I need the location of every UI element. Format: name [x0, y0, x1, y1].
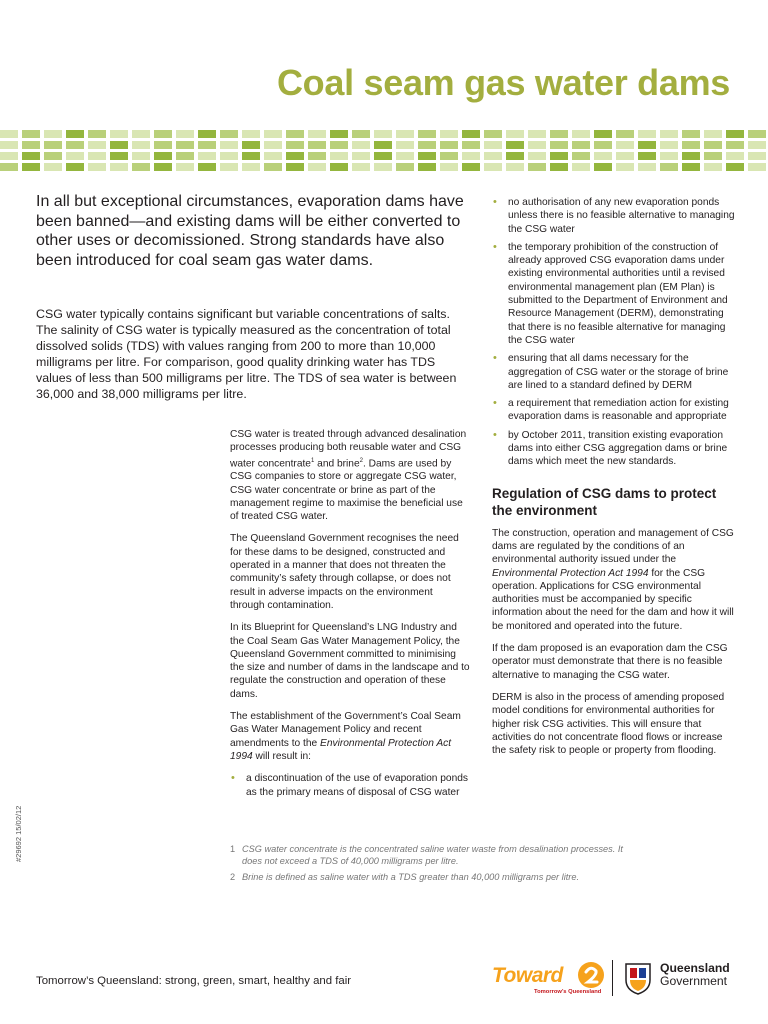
footnotes	[230, 843, 630, 887]
list-item: • a requirement that remediation action for existing evaporation dams is reasonable and appropriate	[492, 397, 736, 424]
right-bullet-list	[492, 196, 736, 469]
recognises-paragraph: The Queensland Government recognises the need for these dams to be designed, constructed and operated in a manner that does not threaten the community’s safety through collapse, or does not result in adverse impacts on the environment through contamination.	[230, 533, 459, 611]
decorative-band	[0, 130, 768, 174]
footnote: 2 Brine is defined as saline water with a TDS greater than 40,000 milligrams per litre.	[230, 872, 580, 882]
queensland-government-logo-text: Queensland Government	[660, 961, 730, 988]
document-id: #29692 15/02/12	[14, 805, 23, 862]
evaporation-dam-paragraph: If the dam proposed is an evaporation dam the CSG operator must demonstrate that there is no feasible alternative to managing the CSG water.	[492, 643, 728, 681]
list-item: • ensuring that all dams necessary for the aggregation of CSG water or the storage of brine are lined to a standard defined by DERM	[492, 352, 736, 392]
derm-paragraph: DERM is also in the process of amending proposed model conditions for environmental authorities for higher risk CSG activities. This will ensure that activities do not concentrate flood flows or increase the safety risk to people or property from flooding.	[492, 691, 725, 757]
middle-column	[230, 428, 470, 804]
footnote: 1 CSG water concentrate is the concentrated saline water waste from desalination processes. It does not exceed a TDS of 40,000 milligrams per litre.	[230, 844, 623, 866]
band-row	[0, 163, 768, 171]
queensland-crest-icon	[620, 960, 656, 996]
toward-logo-sub: Tomorrow’s Queensland	[534, 989, 602, 995]
toward-logo-word: Toward	[492, 964, 563, 987]
tagline: Tomorrow’s Queensland: strong, green, smart, healthy and fair	[36, 975, 352, 987]
section-heading: Regulation of CSG dams to protect the environment	[492, 485, 717, 518]
list-item: • no authorisation of any new evaporation ponds unless there is no feasible alternative to managing the CSG water	[492, 196, 736, 236]
footnote-ref-1: 1	[310, 457, 315, 464]
q2-icon	[576, 960, 606, 990]
middle-bullet-list	[230, 772, 470, 799]
treatment-paragraph: CSG water is treated through advanced desalination processes producing both reusable water and CSG water concentrate$^1$ and brine$^2$. Dams are used by CSG companies to store or aggregate CSG water, CSG water concentrate or brine as part of the management regime to maximise the beneficial use of treated CSG water.	[230, 429, 467, 523]
footnote-ref-2: 2	[359, 457, 363, 464]
blueprint-paragraph: In its Blueprint for Queensland’s LNG Industry and the Coal Seam Gas Water Management Policy, the Queensland Government committed to minimising the size and number of dams in the landscape and to regulate the construction and operation of these dams.	[230, 622, 470, 700]
toward-q2-logo	[492, 958, 610, 998]
establishment-paragraph: The establishment of the Government’s Coal Seam Gas Water Management Policy and recent amendments to the Environmental Protection Act 1994 will result in:	[230, 711, 461, 762]
list-item: • by October 2011, transition existing evaporation dams into either CSG aggregation dams or brine dams which meet the new standards.	[492, 429, 736, 469]
list-item: • a discontinuation of the use of evaporation ponds as the primary means of disposal of CSG water	[230, 772, 470, 799]
list-item: • the temporary prohibition of the construction of already approved CSG evaporation dams under existing environmental authorities until a revised environmental management plan (EM Plan) is submitted to the Department of Environment and Resource Management (DERM), demonstrating that there is no feasible alternative for managing the CSG water	[492, 241, 736, 347]
band-row	[0, 152, 768, 160]
band-row	[0, 141, 768, 149]
salinity-paragraph: CSG water typically contains significant but variable concentrations of salts. The salinity of CSG water is typically measured as the concentration of total dissolved solids (TDS) with values ranging from 200 to more than 10,000 milligrams per litre. For comparison, good quality drinking water has TDS values of less than 500 milligrams per litre. The TDS of sea water is between 36,000 and 38,000 milligrams per litre.	[36, 307, 457, 401]
intro-paragraph: In all but exceptional circumstances, evaporation dams have been banned—and existing dams will be either converted to other uses or decomissioned. Strong standards have also been introduced for coal seam gas water dams.	[36, 193, 464, 269]
right-column	[492, 196, 736, 766]
logo-divider	[612, 960, 613, 996]
page-title: Coal seam gas water dams	[276, 62, 730, 103]
band-row	[0, 130, 768, 138]
regulation-paragraph: The construction, operation and management of CSG dams are regulated by the conditions of an environmental authority issued under the Environmental Protection Act 1994 for the CSG operation. Applications for CSG environmental authorities must be accompanied by specific information about the need for the dam and how it will be monitored and operated into the future.	[492, 527, 734, 632]
